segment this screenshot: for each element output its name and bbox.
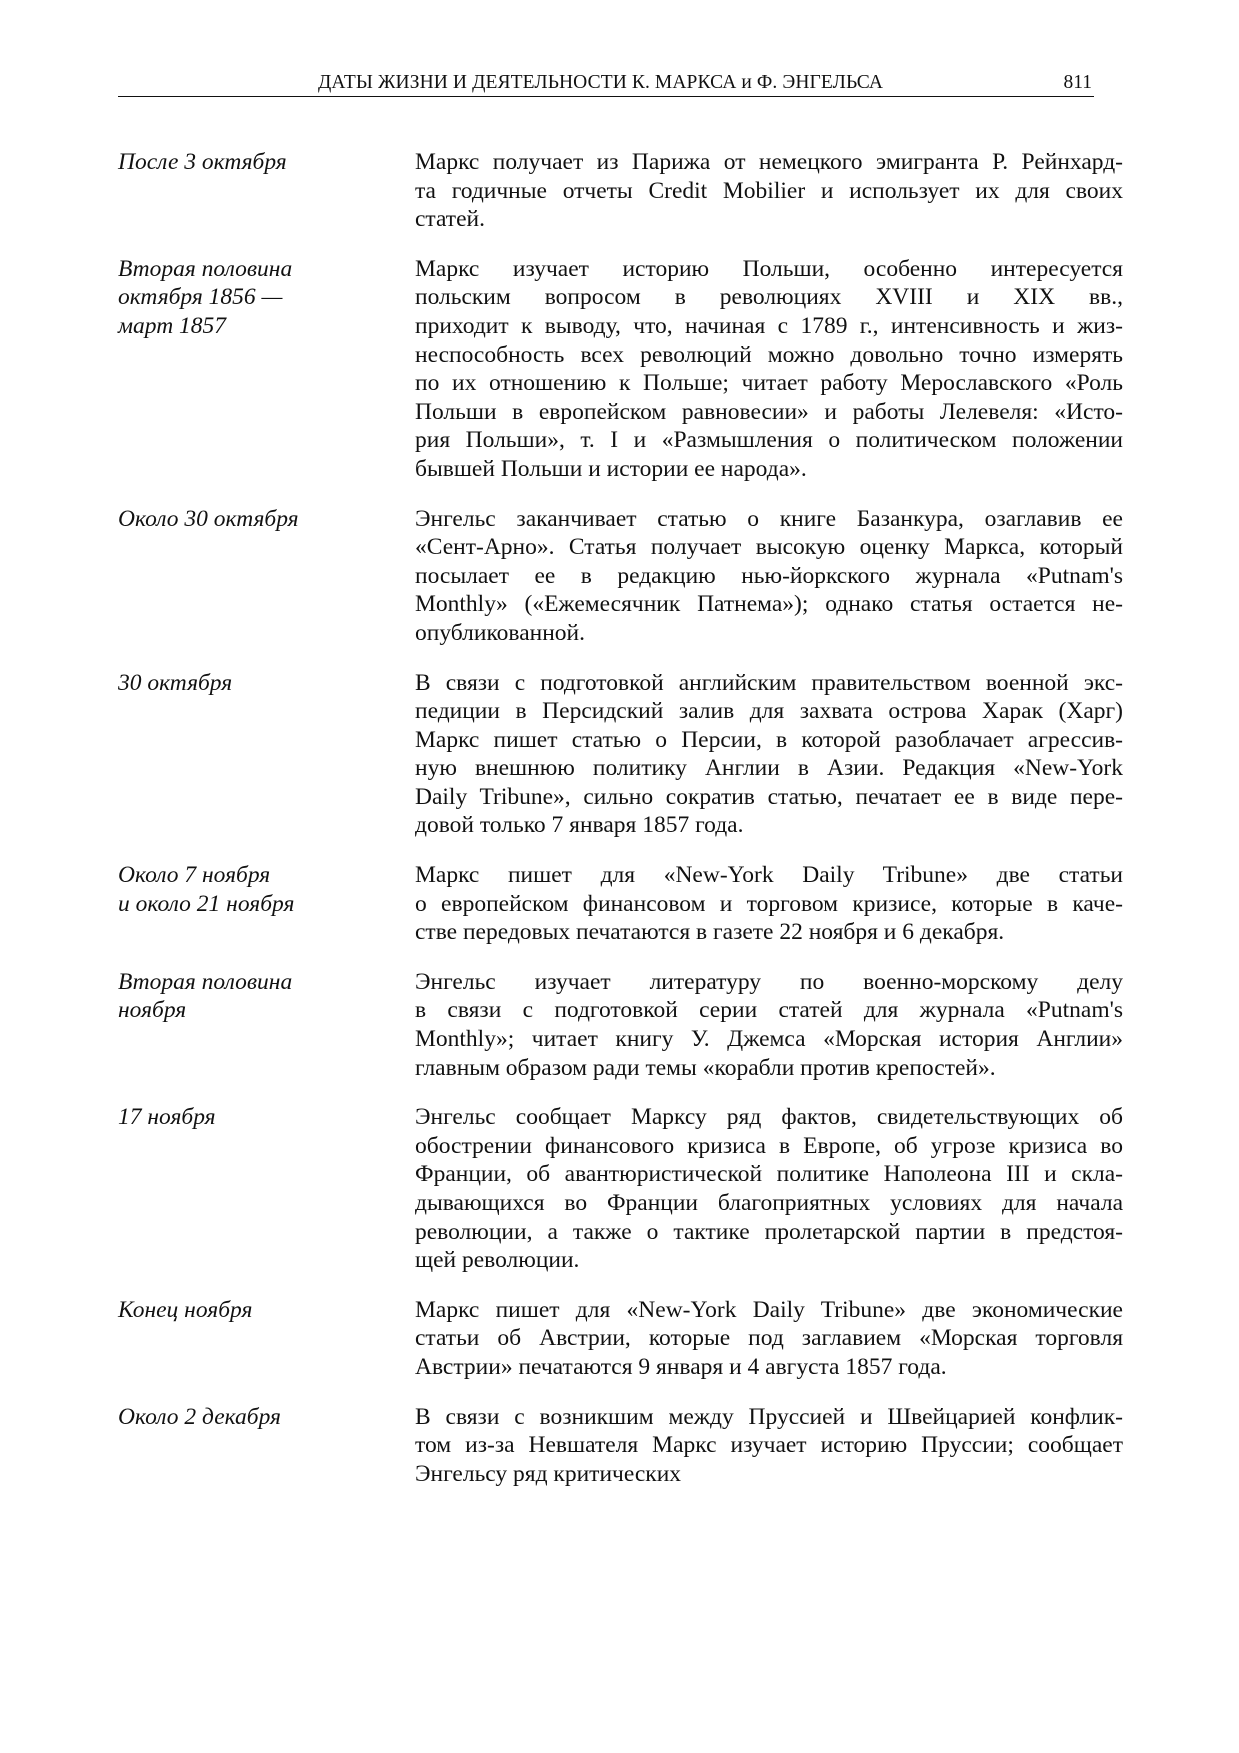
entry-text-line: опубликованной. bbox=[415, 619, 585, 646]
entry-text-line: ную внешнюю политику Англии в Азии. Редакция «New-York bbox=[415, 755, 1123, 782]
entry-date-line: Около 7 ноября bbox=[118, 862, 271, 889]
entry-date bbox=[118, 669, 398, 698]
entry-text-line: щей революции. bbox=[415, 1247, 580, 1274]
chronology-entries bbox=[118, 148, 1123, 1488]
entry-text bbox=[415, 1403, 1123, 1489]
entry-text bbox=[415, 505, 1123, 648]
entry-text-line: Monthly»; читает книгу У. Джемса «Морская история Англии» bbox=[415, 1026, 1123, 1053]
entry-text-line: в связи с подготовкой серии статей для журнала «Putnam's bbox=[415, 997, 1123, 1024]
entry-text-line: Маркс пишет статью о Персии, в которой разоблачает агрессив- bbox=[415, 726, 1123, 753]
entry-text-line: педиции в Персидский залив для захвата острова Харак (Харг) bbox=[415, 698, 1123, 725]
page-number: 811 bbox=[1063, 72, 1092, 93]
entry-date-line: Вторая половина bbox=[118, 255, 293, 282]
entry-text bbox=[415, 255, 1123, 484]
entry-date bbox=[118, 505, 398, 534]
entry-text-line: рия Польши», т. I и «Размышления о политическом положении bbox=[415, 427, 1123, 454]
entry-date-line: и около 21 ноября bbox=[118, 890, 295, 917]
entry-text-line: том из-за Невшателя Маркс изучает историю Пруссии; сообщает bbox=[415, 1432, 1123, 1459]
chronology-entry bbox=[118, 148, 1123, 234]
entry-date-line: После 3 октября bbox=[118, 149, 287, 175]
entry-text-line: та годичные отчеты Crеdit Mobilier и использует их для своих bbox=[415, 177, 1123, 204]
entry-date bbox=[118, 968, 398, 1025]
entry-date bbox=[118, 148, 398, 177]
chronology-entry bbox=[118, 968, 1123, 1082]
entry-date bbox=[118, 255, 398, 341]
entry-date-line: Конец ноября bbox=[118, 1296, 253, 1323]
entry-text-line: революции, а также о тактике пролетарской партии в предстоя- bbox=[415, 1218, 1123, 1245]
entry-text-line: статьи об Австрии, которые под заглавием «Морская торговля bbox=[415, 1325, 1123, 1352]
entry-date-line: март 1857 bbox=[118, 312, 227, 339]
entry-text bbox=[415, 1296, 1123, 1382]
entry-text-line: статей. bbox=[415, 206, 485, 233]
entry-text-line: Monthly» («Ежемесячник Патнема»); однако статья остается не- bbox=[415, 591, 1123, 618]
chronology-entry bbox=[118, 1296, 1123, 1382]
chronology-entry bbox=[118, 861, 1123, 947]
entry-text-line: Польши в европейском равновесии» и работы Лелевеля: «Исто- bbox=[415, 398, 1123, 425]
entry-date-line: Около 2 декабря bbox=[118, 1403, 281, 1430]
entry-text-line: Энгельс сообщает Марксу ряд фактов, свидетельствующих об bbox=[415, 1104, 1123, 1131]
entry-text-line: стве передовых печатаются в газете 22 ноября и 6 декабря. bbox=[415, 919, 1005, 946]
entry-date bbox=[118, 1296, 398, 1325]
running-header bbox=[118, 70, 1094, 97]
entry-text-line: приходит к выводу, что, начиная с 1789 г., интенсивность и жиз- bbox=[415, 312, 1123, 339]
entry-text-line: неспособность всех революций можно довольно точно измерять bbox=[415, 341, 1123, 368]
entry-text-line: обострении финансового кризиса в Европе, об угрозе кризиса во bbox=[415, 1132, 1123, 1159]
entry-text-line: Энгельс изучает литературу по военно-морскому делу bbox=[415, 968, 1123, 995]
entry-date-line: октября 1856 — bbox=[118, 284, 283, 311]
entry-text bbox=[415, 148, 1123, 234]
entry-text-line: Франции, об авантюристической политике Наполеона III и скла- bbox=[415, 1161, 1123, 1188]
entry-text-line: Маркс пишет для «New-York Daily Tribune» две экономические bbox=[415, 1296, 1123, 1323]
entry-text-line: Daily Tribune», сильно сократив статью, печатает ее в виде пере- bbox=[415, 783, 1123, 810]
entry-text-line: посылает ее в редакцию нью-йоркского журнала «Putnam's bbox=[415, 562, 1123, 589]
chronology-entry bbox=[118, 1403, 1123, 1489]
header-title: ДАТЫ ЖИЗНИ И ДЕЯТЕЛЬНОСТИ К. МАРКСА и Ф. ЭНГЕЛЬСА bbox=[318, 72, 884, 93]
entry-text-line: Австрии» печатаются 9 января и 4 августа 1857 года. bbox=[415, 1353, 947, 1380]
chronology-entry bbox=[118, 669, 1123, 841]
entry-date-line: 30 октября bbox=[118, 669, 233, 696]
entry-date bbox=[118, 1103, 398, 1132]
entry-text-line: Энгельс заканчивает статью о книге Базанкура, озаглавив ее bbox=[415, 505, 1123, 532]
entry-text-line: Энгельсу ряд критических bbox=[415, 1460, 682, 1487]
entry-text bbox=[415, 968, 1123, 1082]
entry-text-line: по их отношению к Польше; читает работу Мерославского «Роль bbox=[415, 370, 1123, 397]
entry-date bbox=[118, 861, 398, 918]
entry-date-line: Около 30 октября bbox=[118, 505, 299, 532]
entry-text-line: бывшей Польши и истории ее народа». bbox=[415, 455, 807, 482]
entry-date bbox=[118, 1403, 398, 1432]
entry-text-line: дывающихся во Франции благоприятных условиях для начала bbox=[415, 1190, 1123, 1216]
chronology-entry bbox=[118, 1103, 1123, 1275]
entry-text-line: Маркс изучает историю Польши, особенно интересуется bbox=[415, 255, 1123, 282]
chronology-entry bbox=[118, 505, 1123, 648]
entry-text-line: польским вопросом в революциях XVIII и XIX вв., bbox=[415, 284, 1123, 311]
chronology-entry bbox=[118, 255, 1123, 484]
entry-text-line: «Сент-Арно». Статья получает высокую оценку Маркса, который bbox=[415, 534, 1123, 561]
entry-text-line: о европейском финансовом и торговом кризисе, которые в каче- bbox=[415, 890, 1123, 917]
entry-text bbox=[415, 861, 1123, 947]
entry-text-line: Маркс пишет для «New-York Daily Tribune» две статьи bbox=[415, 862, 1123, 889]
entry-date-line: ноября bbox=[118, 997, 187, 1024]
entry-text bbox=[415, 669, 1123, 841]
entry-text-line: Маркс получает из Парижа от немецкого эмигранта Р. Рейнхард- bbox=[415, 149, 1123, 175]
entry-text-line: довой только 7 января 1857 года. bbox=[415, 812, 744, 839]
entry-date-line: 17 ноября bbox=[118, 1104, 216, 1131]
entry-text-line: главным образом ради темы «корабли против крепостей». bbox=[415, 1054, 996, 1081]
entry-text bbox=[415, 1103, 1123, 1275]
entry-text-line: В связи с возникшим между Пруссией и Швейцарией конфлик- bbox=[415, 1403, 1123, 1430]
entry-date-line: Вторая половина bbox=[118, 968, 293, 995]
entry-text-line: В связи с подготовкой английским правительством военной экс- bbox=[415, 669, 1123, 696]
